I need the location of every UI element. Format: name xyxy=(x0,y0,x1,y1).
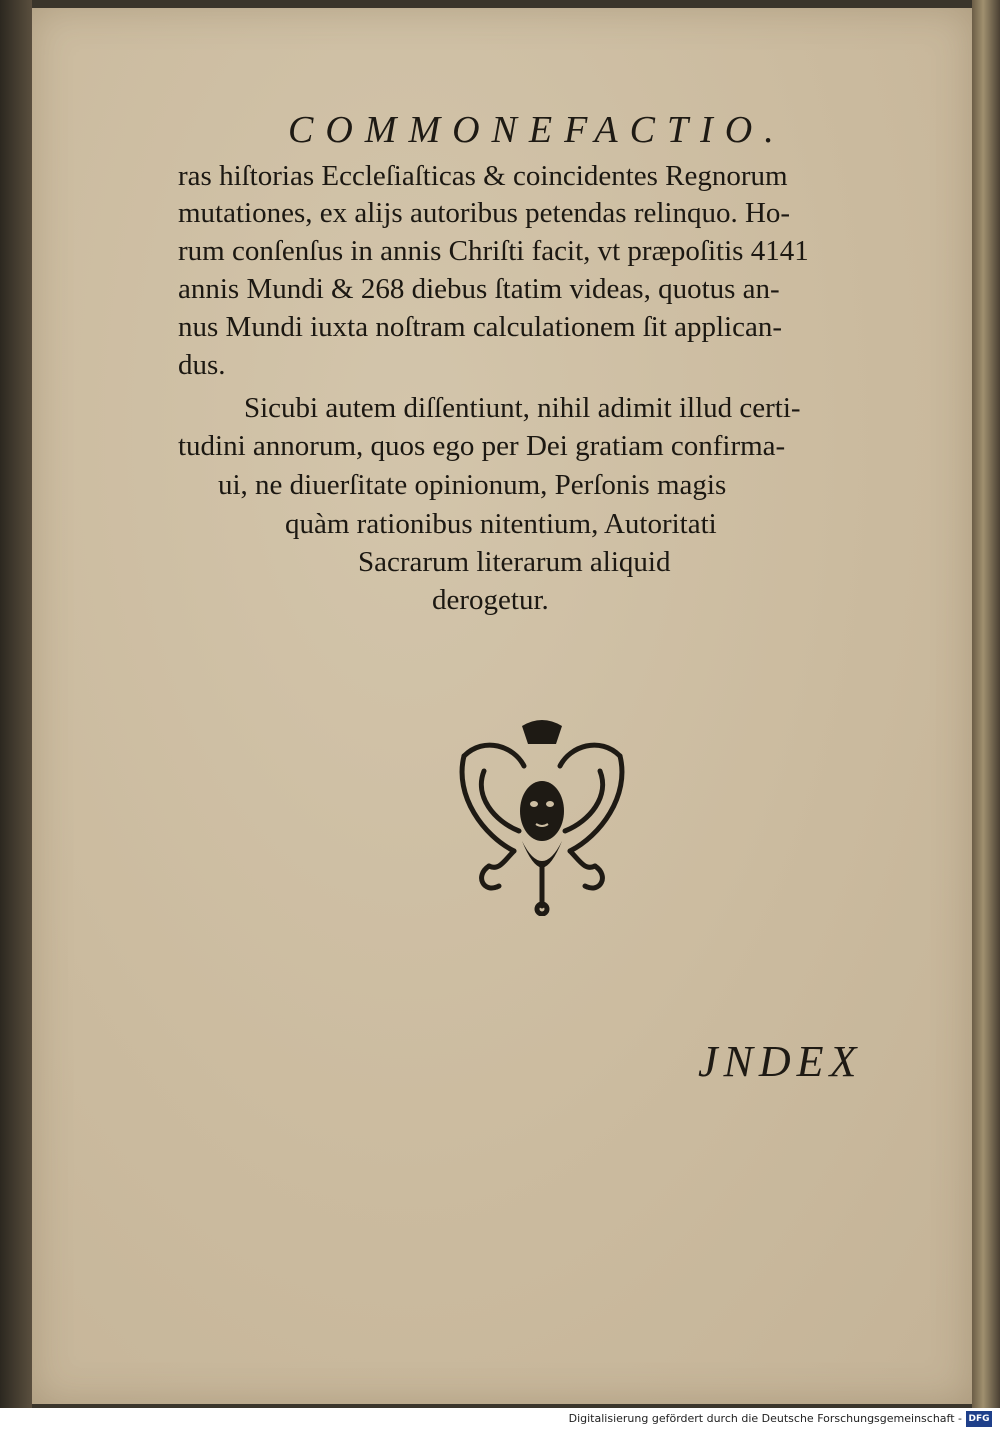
running-header: COMMONEFACTIO. xyxy=(288,109,786,151)
footer-bar xyxy=(0,1408,1000,1431)
text-line: Sacrarum literarum aliquid xyxy=(358,546,671,578)
text-line: quàm rationibus nitentium, Autoritati xyxy=(285,508,717,540)
text-line: Sicubi autem diſſentiunt, nihil adimit illud certi- xyxy=(244,392,801,424)
scan-left-edge xyxy=(0,0,32,1408)
dfg-logo-icon: DFG xyxy=(966,1411,992,1427)
text-line: annis Mundi & 268 diebus ſtatim videas, quotus an- xyxy=(178,273,780,305)
funding-credit: Digitalisierung gefördert durch die Deutsche Forschungsgemeinschaft - xyxy=(568,1412,962,1425)
ornament-mask-icon xyxy=(444,716,640,916)
text-line: mutationes, ex alijs autoribus petendas relinquo. Ho- xyxy=(178,197,791,229)
text-line: ui, ne diuerſitate opinionum, Perſonis magis xyxy=(218,469,727,501)
book-gutter xyxy=(972,0,1000,1408)
text-line: ras hiſtorias Eccleſiaſticas & coincidentes Regnorum xyxy=(178,160,788,192)
text-line: tudini annorum, quos ego per Dei gratiam confirma- xyxy=(178,430,786,462)
text-line: rum conſenſus in annis Chriſti facit, vt præpoſitis 4141 xyxy=(178,235,809,267)
text-line: derogetur. xyxy=(432,584,549,616)
catchword: JNDEX xyxy=(698,1037,863,1086)
text-line: nus Mundi iuxta noſtram calculationem ſit applican- xyxy=(178,311,783,343)
text-line: dus. xyxy=(178,349,226,381)
